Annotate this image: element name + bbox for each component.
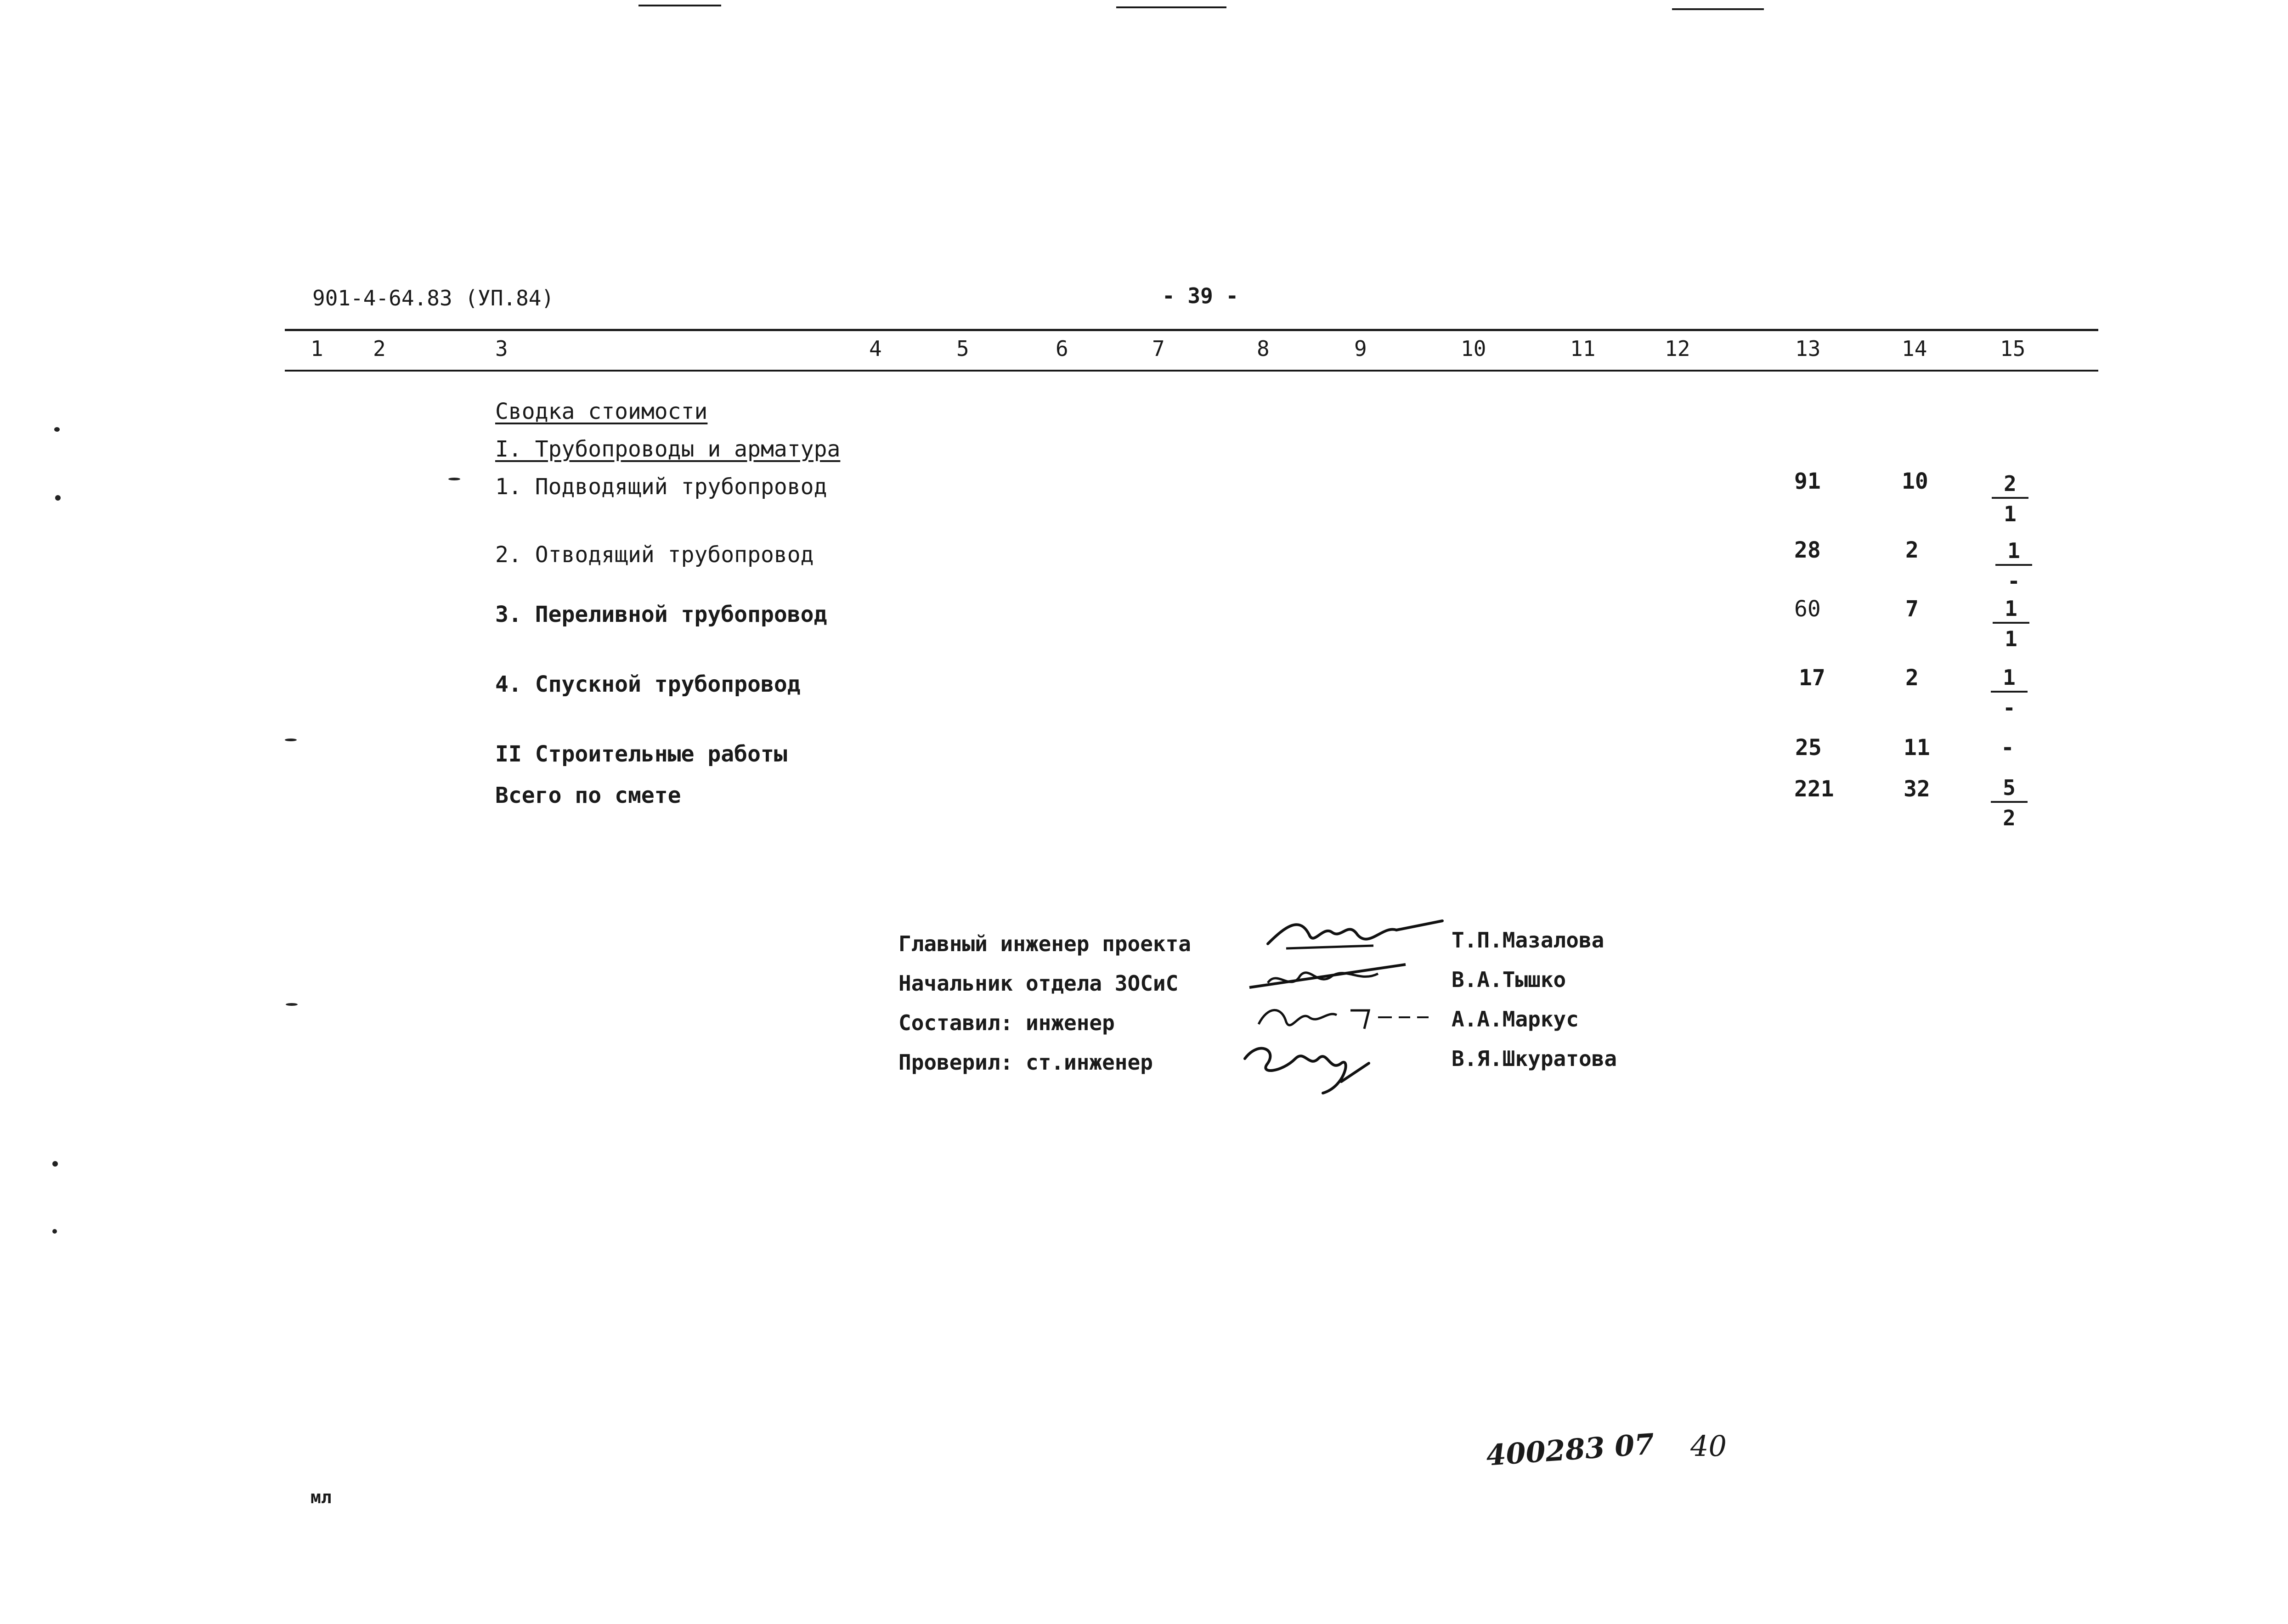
column-header-14: 14 (1902, 336, 1927, 361)
table-top-rule (285, 329, 2098, 331)
signature-role: Проверил: ст.инженер (898, 1050, 1153, 1075)
scan-speck (286, 1003, 298, 1006)
row-label: 1. Подводящий трубопровод (495, 474, 827, 500)
scan-speck (52, 1229, 57, 1234)
cell-col15-fraction (1992, 471, 2028, 526)
cell-col15-fraction (1993, 596, 2029, 651)
row-label: 4. Спускной трубопровод (495, 671, 801, 697)
column-header-12: 12 (1665, 336, 1690, 361)
fraction-denominator: 1 (2005, 626, 2017, 651)
column-header-7: 7 (1152, 336, 1165, 361)
scan-speck (448, 478, 460, 480)
fraction-numerator: 2 (1992, 471, 2028, 499)
signature-name: В.А.Тышко (1452, 967, 1566, 992)
signature-name: Т.П.Мазалова (1452, 928, 1604, 953)
cell-col13: 17 (1799, 665, 1825, 691)
row-label: II Строительные работы (495, 741, 787, 767)
column-header-3: 3 (495, 336, 508, 361)
column-header-10: 10 (1461, 336, 1486, 361)
signature-role: Главный инженер проекта (898, 931, 1191, 956)
scan-top-mark (638, 5, 721, 6)
corner-mark: мл (311, 1487, 332, 1507)
scan-top-mark (1116, 6, 1226, 8)
cell-col15: - (2001, 735, 2014, 761)
handwritten-code: 400283 07 (1485, 1427, 1655, 1472)
fraction-denominator: - (2003, 695, 2016, 720)
cell-col14: 7 (1905, 596, 1919, 622)
fraction-denominator: - (2007, 569, 2020, 593)
signature-role: Составил: инженер (898, 1010, 1115, 1035)
fraction-denominator: 2 (2003, 806, 2016, 830)
column-header-2: 2 (373, 336, 386, 361)
row-label: Всего по смете (495, 783, 681, 808)
column-header-4: 4 (869, 336, 882, 361)
cell-col15-fraction (1991, 775, 2028, 830)
cell-col13: 25 (1795, 735, 1822, 761)
cell-col15-fraction (1995, 538, 2032, 593)
column-header-11: 11 (1570, 336, 1596, 361)
cell-col13: 28 (1794, 537, 1821, 563)
handwritten-signature (1259, 907, 1452, 958)
cell-col15-fraction (1991, 665, 2028, 720)
scan-speck (52, 1161, 58, 1167)
handwritten-sheet-number: 40 (1690, 1429, 1727, 1463)
signature-role: Начальник отдела ЗОСиС (898, 971, 1179, 996)
subsection-title: I. Трубопроводы и арматура (495, 436, 841, 462)
cell-col14: 2 (1905, 537, 1919, 563)
signature-name: А.А.Маркус (1452, 1007, 1579, 1032)
cell-col14: 2 (1905, 665, 1919, 691)
fraction-denominator: 1 (2004, 502, 2017, 526)
fraction-numerator: 1 (1995, 538, 2032, 566)
column-header-13: 13 (1795, 336, 1821, 361)
row-label: 2. Отводящий трубопровод (495, 542, 814, 568)
cell-col14: 32 (1904, 776, 1930, 802)
section-title: Сводка стоимости (495, 399, 708, 424)
scan-speck (285, 739, 297, 741)
row-label: 3. Переливной трубопровод (495, 602, 827, 627)
cell-col13: 221 (1794, 776, 1834, 802)
column-header-1: 1 (311, 336, 323, 361)
cell-col14: 10 (1902, 468, 1928, 494)
table-header-bottom-rule (285, 370, 2098, 372)
cell-col14: 11 (1904, 735, 1930, 761)
column-header-8: 8 (1257, 336, 1270, 361)
column-header-5: 5 (956, 336, 969, 361)
cell-col13: 91 (1794, 468, 1821, 494)
page-number: - 39 - (1162, 283, 1239, 308)
fraction-numerator: 5 (1991, 775, 2028, 803)
scan-speck (54, 427, 60, 432)
fraction-numerator: 1 (1991, 665, 2028, 693)
handwritten-signature (1231, 1031, 1406, 1100)
document-code: 901-4-64.83 (УП.84) (312, 286, 554, 310)
cell-col13: 60 (1794, 596, 1821, 622)
signature-name: В.Я.Шкуратова (1452, 1046, 1617, 1071)
column-header-6: 6 (1056, 336, 1068, 361)
scan-speck (55, 495, 61, 501)
column-header-9: 9 (1354, 336, 1367, 361)
fraction-numerator: 1 (1993, 596, 2029, 624)
scan-top-mark (1672, 8, 1764, 10)
column-header-15: 15 (2000, 336, 2026, 361)
